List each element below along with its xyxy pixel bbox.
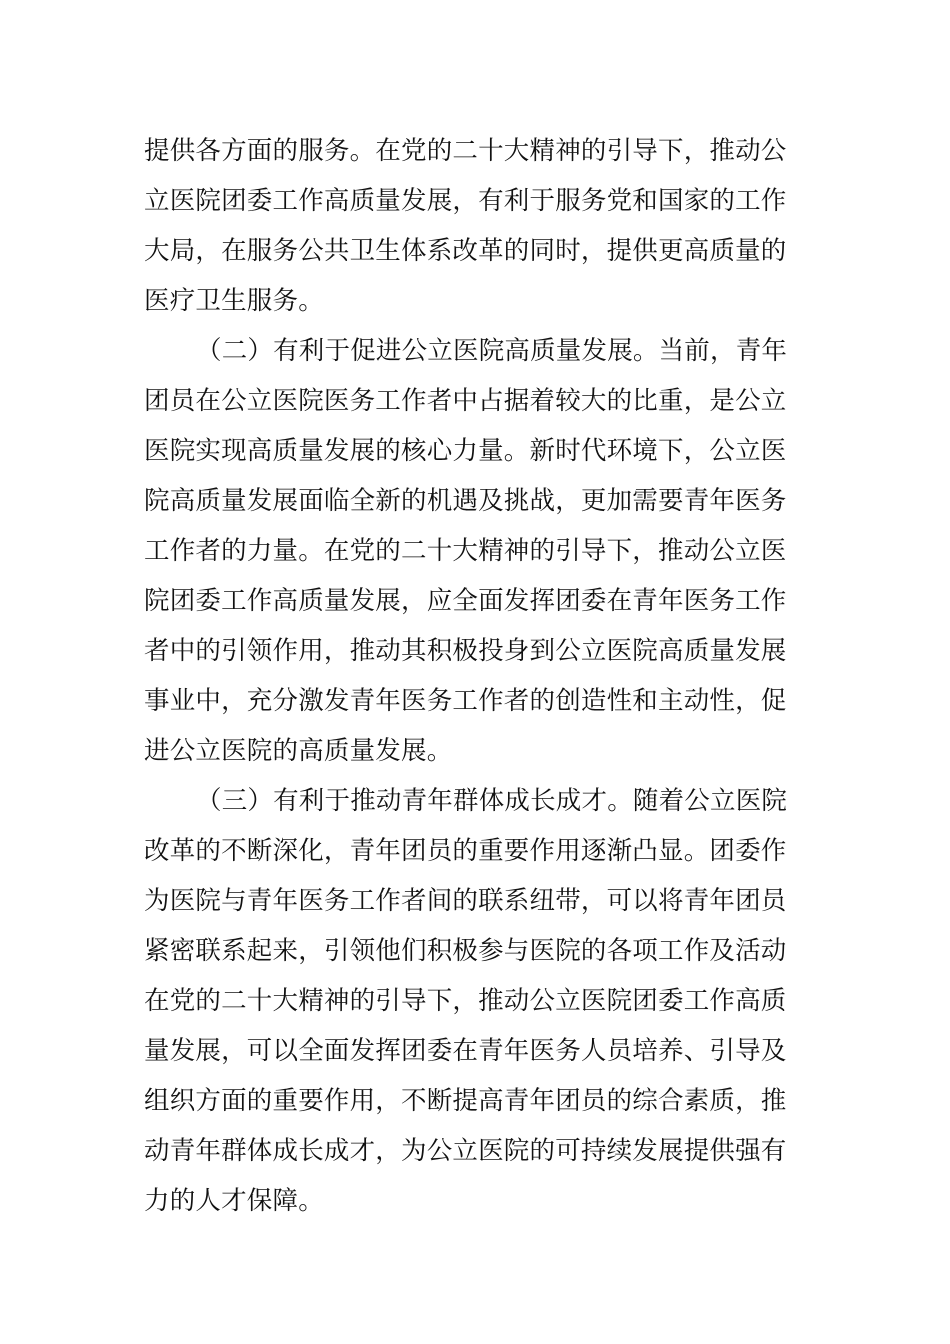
text-line: 者中的引领作用，推动其积极投身到公立医院高质量发展: [144, 636, 787, 666]
body-text: [144, 126, 809, 1226]
text-line: 医疗卫生服务。: [144, 286, 324, 316]
text-line: 立医院团委工作高质量发展，有利于服务党和国家的工作: [144, 186, 787, 216]
text-line: 在党的二十大精神的引导下，推动公立医院团委工作高质: [144, 986, 787, 1016]
text-line: 事业中，充分激发青年医务工作者的创造性和主动性，促: [144, 686, 787, 716]
text-line: 团员在公立医院医务工作者中占据着较大的比重，是公立: [144, 386, 787, 416]
text-line: 组织方面的重要作用，不断提高青年团员的综合素质，推: [144, 1086, 787, 1116]
text-line: 改革的不断深化，青年团员的重要作用逐渐凸显。团委作: [144, 836, 787, 866]
text-line: 医院实现高质量发展的核心力量。新时代环境下，公立医: [144, 436, 787, 466]
text-line: 大局，在服务公共卫生体系改革的同时，提供更高质量的: [144, 236, 787, 266]
text-line: 工作者的力量。在党的二十大精神的引导下，推动公立医: [144, 536, 787, 566]
text-line: 院团委工作高质量发展，应全面发挥团委在青年医务工作: [144, 586, 787, 616]
text-line: 为医院与青年医务工作者间的联系纽带，可以将青年团员: [144, 886, 787, 916]
paragraph-first-line: （三）有利于推动青年群体成长成才。随着公立医院: [196, 786, 788, 816]
text-line: 动青年群体成长成才，为公立医院的可持续发展提供强有: [144, 1136, 787, 1166]
text-line: 进公立医院的高质量发展。: [144, 736, 453, 766]
text-line: 提供各方面的服务。在党的二十大精神的引导下，推动公: [144, 136, 787, 166]
text-line: 院高质量发展面临全新的机遇及挑战，更加需要青年医务: [144, 486, 787, 516]
text-line: 量发展，可以全面发挥团委在青年医务人员培养、引导及: [144, 1036, 787, 1066]
text-line: 力的人才保障。: [144, 1186, 324, 1216]
paragraph-first-line: （二）有利于促进公立医院高质量发展。当前，青年: [196, 336, 788, 366]
text-line: 紧密联系起来，引领他们积极参与医院的各项工作及活动: [144, 936, 787, 966]
